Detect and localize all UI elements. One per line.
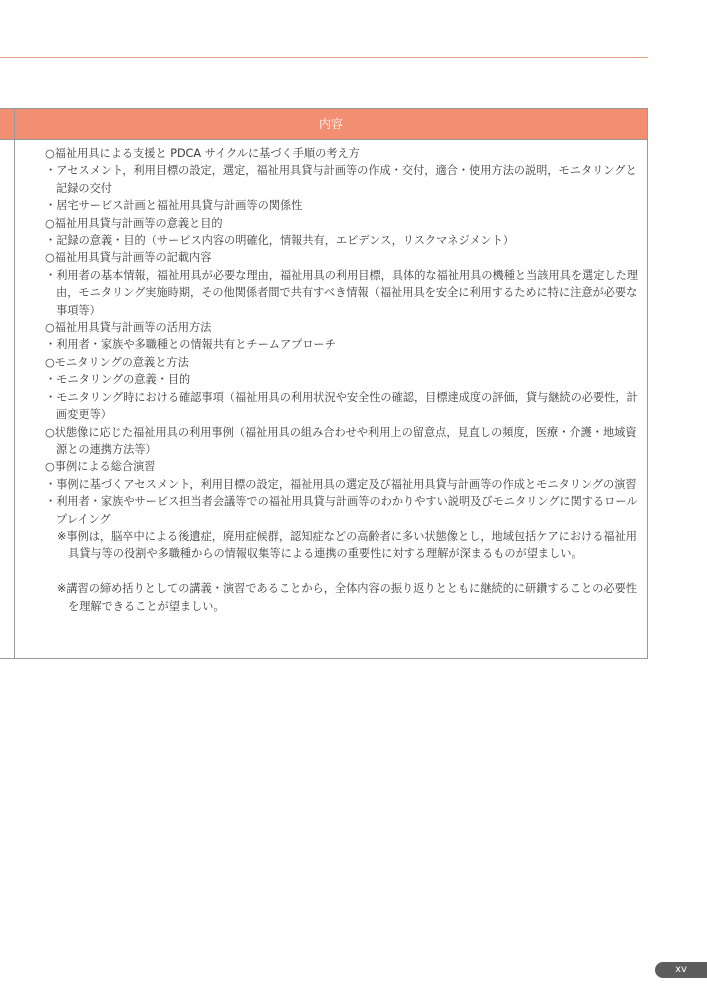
content-heading: ○モニタリングの意義と方法 [45, 355, 189, 369]
content-bullet: ・利用者の基本情報，福祉用具が必要な理由，福祉用具の利用目標，具体的な福祉用具の機種と当該用具を選定した理由，モニタリング実施時期，その他関係者間で共有すべき情報（福祉用具を安全に利用するために特に注意が必要な事項等） [45, 268, 638, 317]
content-table [0, 108, 648, 659]
content-heading: ○福祉用具貸与計画等の活用方法 [45, 321, 212, 335]
content-note: ※講習の締め括りとしての講義・演習であることから，全体内容の振り返りとともに継続的に研鑽することの必要性を理解できることが望ましい。 [57, 582, 637, 613]
content-bullet: ・居宅サービス計画と福祉用具貸与計画等の関係性 [45, 199, 303, 213]
blank-spacer [45, 563, 641, 580]
content-bullet: ・利用者・家族や多職種との情報共有とチームアプローチ [45, 338, 336, 352]
content-note: ※事例は，脳卒中による後遺症，廃用症候群，認知症などの高齢者に多い状態像とし，地域包括ケアにおける福祉用具貸与等の役割や多職種からの情報収集等による連携の重要性に対する理解が深まるものが望ましい。 [57, 529, 637, 561]
table-left-column [0, 109, 15, 658]
content-heading: ○福祉用具貸与計画等の記載内容 [45, 251, 212, 265]
content-bullet: ・利用者・家族やサービス担当者会議等での福祉用具貸与計画等のわかりやすい説明及びモニタリングに関するロールプレイング [45, 495, 638, 526]
page-number: xv [655, 962, 707, 978]
content-bullet: ・アセスメント，利用目標の設定，選定，福祉用具貸与計画等の作成・交付，適合・使用方法の説明，モニタリングと記録の交付 [45, 164, 637, 195]
content-bullet: ・事例に基づくアセスメント，利用目標の設定，福祉用具の選定及び福祉用具貸与計画等の作成とモニタリングの演習 [45, 477, 637, 491]
content-heading: ○福祉用具による支援と PDCA サイクルに基づく手順の考え方 [45, 147, 360, 160]
table-header-content: 内容 [15, 109, 647, 140]
content-heading: ○状態像に応じた福祉用具の利用事例（福祉用具の組み合わせや利用上の留意点，見直しの頻度，医療・介護・地域資源との連携方法等） [45, 425, 637, 456]
table-content-cell [45, 145, 641, 615]
content-bullet: ・モニタリングの意義・目的 [45, 373, 191, 387]
content-heading: ○事例による総合演習 [45, 460, 156, 474]
left-column-header [0, 109, 14, 140]
top-rule [0, 57, 648, 58]
content-bullet: ・モニタリング時における確認事項（福祉用具の利用状況や安全性の確認，目標達成度の評価，貸与継続の必要性，計画変更等） [45, 390, 638, 422]
content-heading: ○福祉用具貸与計画等の意義と目的 [45, 216, 223, 230]
content-bullet: ・記録の意義・目的（サービス内容の明確化，情報共有，エビデンス，リスクマネジメント） [45, 234, 515, 248]
